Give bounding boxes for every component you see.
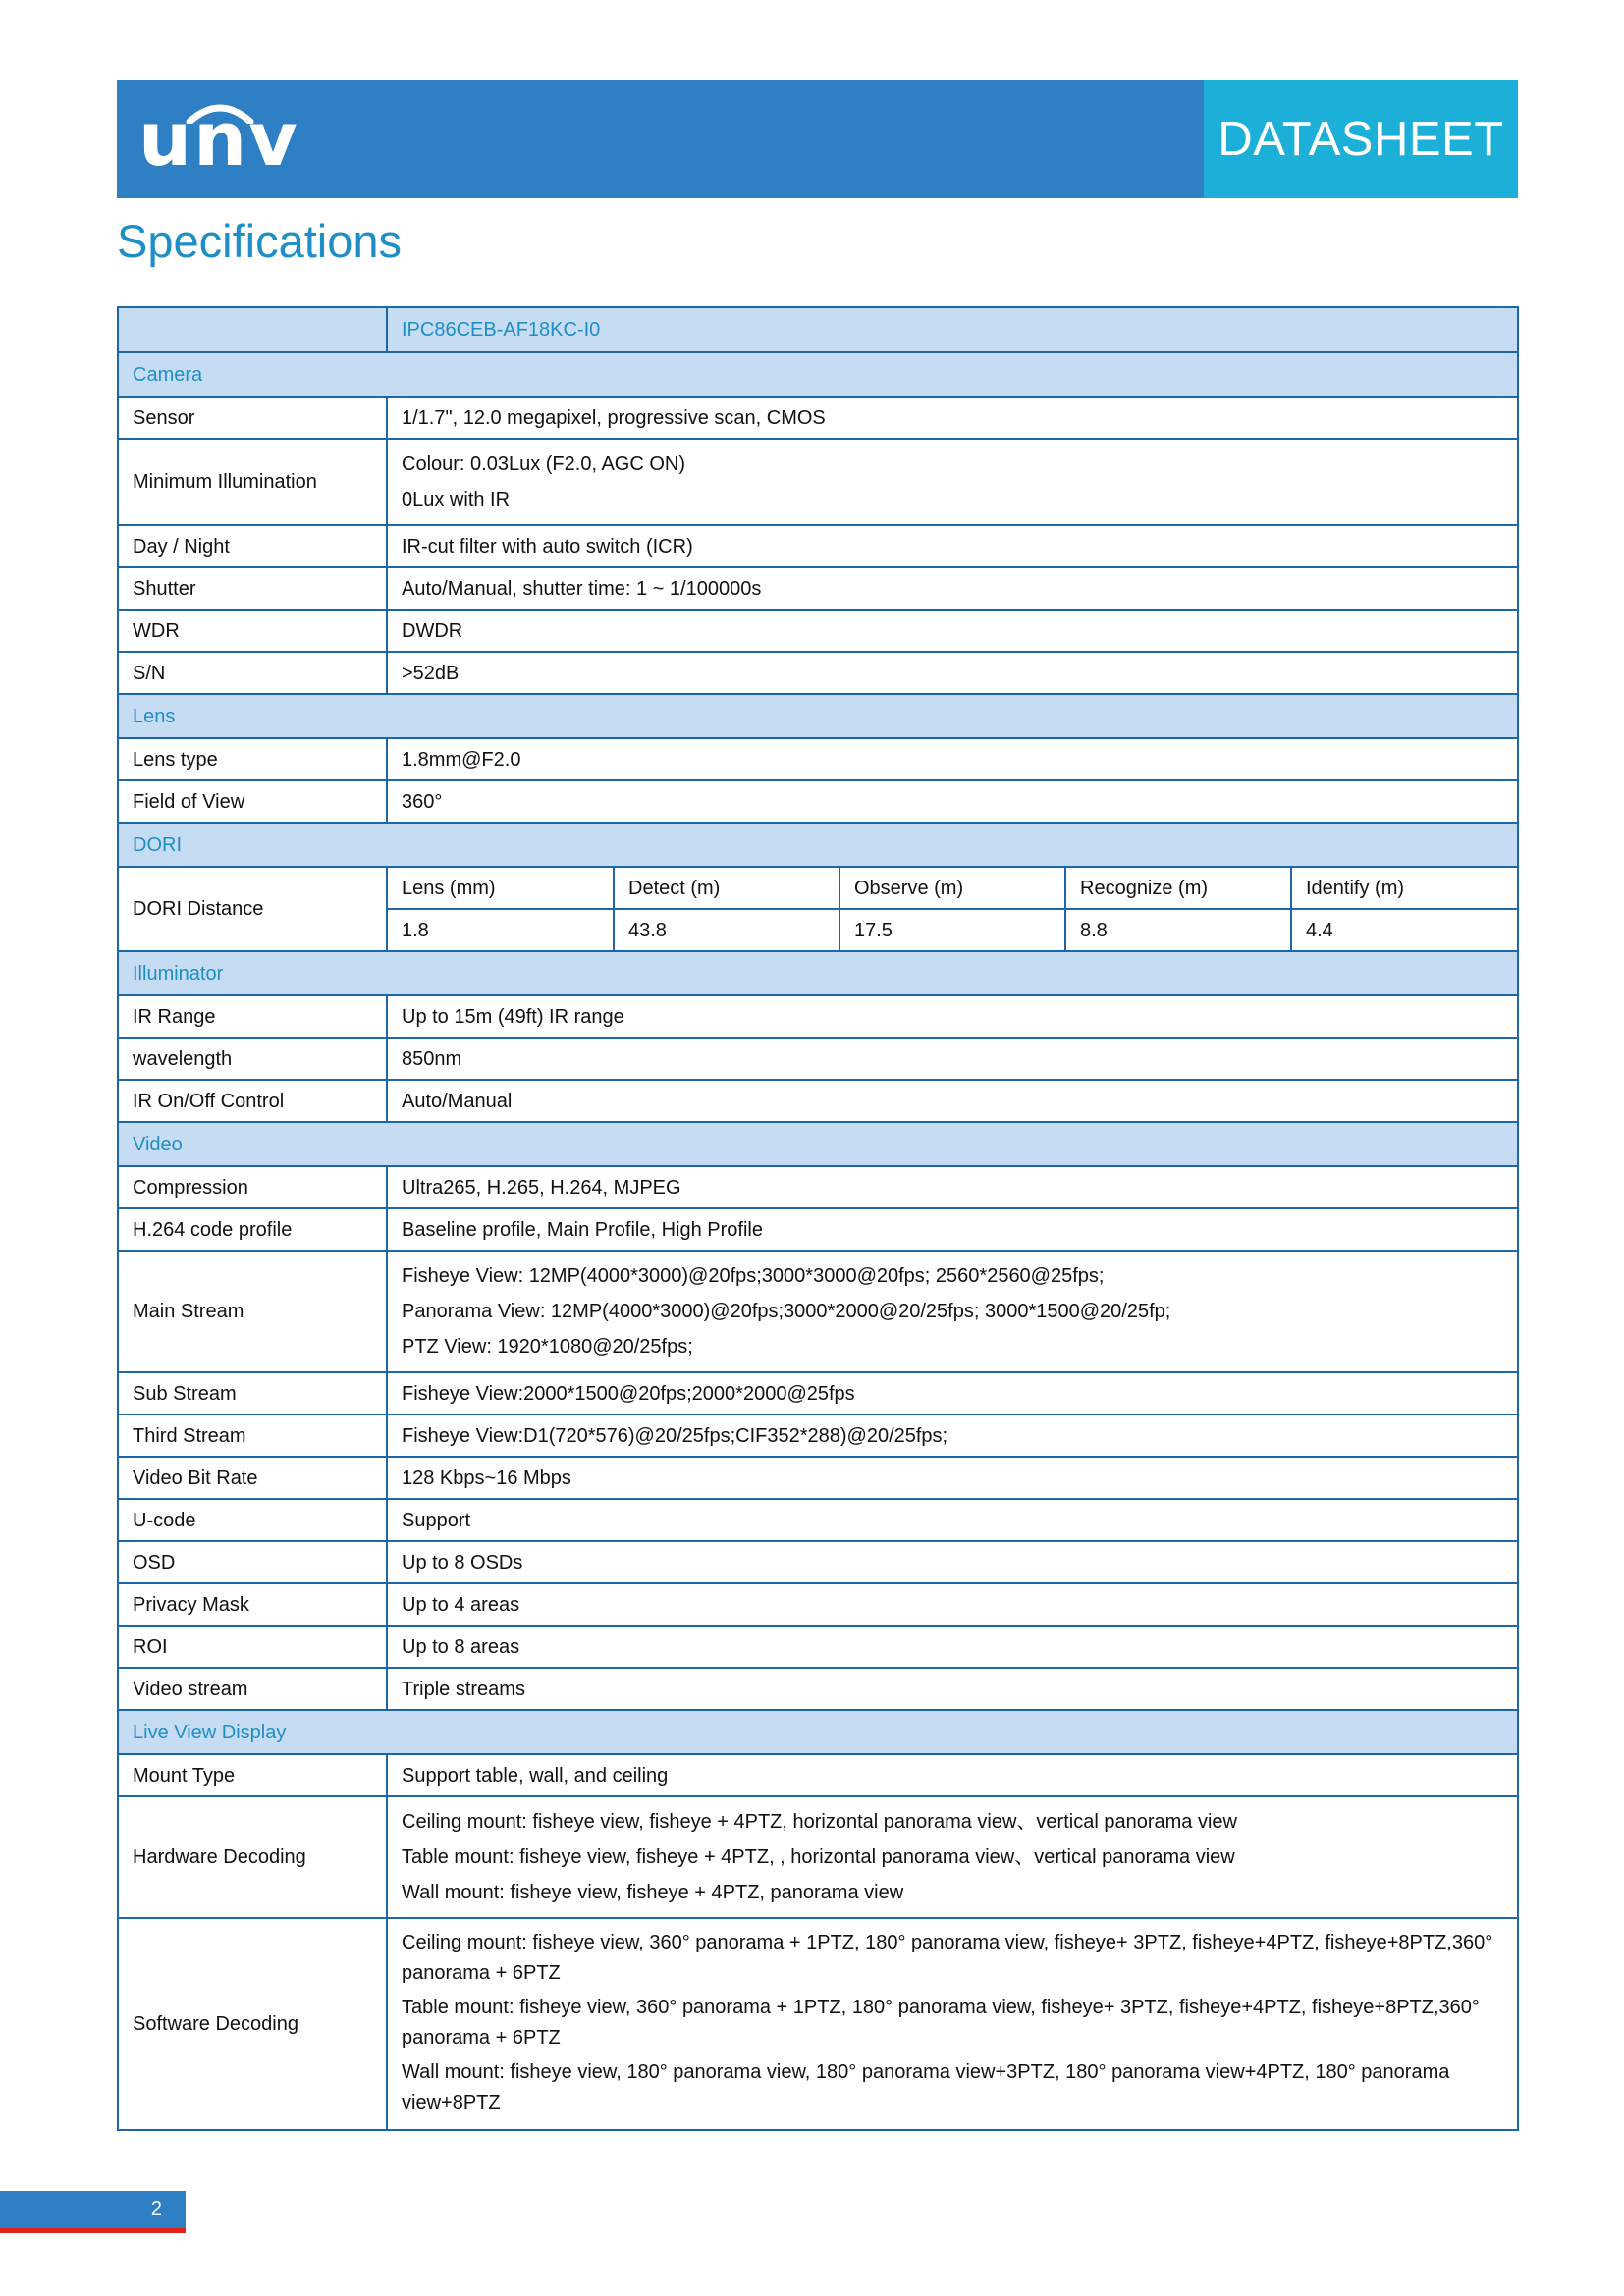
spec-label: Video stream (118, 1668, 387, 1710)
spec-value: Fisheye View:D1(720*576)@20/25fps;CIF352*288)@20/25fps; (387, 1415, 1518, 1457)
spec-value: Ultra265, H.265, H.264, MJPEG (387, 1166, 1518, 1208)
spec-label: Lens type (118, 738, 387, 780)
spec-value: Auto/Manual (387, 1080, 1518, 1122)
spec-value: 1.8mm@F2.0 (387, 738, 1518, 780)
spec-label: Day / Night (118, 525, 387, 567)
spec-value: Up to 8 OSDs (387, 1541, 1518, 1583)
spec-line: Wall mount: fisheye view, fisheye + 4PTZ, panorama view (402, 1882, 904, 1903)
table-row (118, 1626, 1518, 1668)
spec-value: 360° (387, 780, 1518, 823)
spec-value (387, 1796, 1518, 1918)
page-title: Specifications (117, 215, 402, 267)
table-row (118, 1499, 1518, 1541)
spec-label: Privacy Mask (118, 1583, 387, 1626)
dori-subtable-cell (387, 867, 1518, 951)
spec-line: 0Lux with IR (402, 489, 511, 510)
section-title: Illuminator (118, 951, 1518, 995)
table-row (118, 1668, 1518, 1710)
spec-label: DORI Distance (118, 867, 387, 951)
table-row (118, 1038, 1518, 1080)
model-name: IPC86CEB-AF18KC-I0 (387, 307, 1518, 352)
dori-value: 8.8 (1065, 909, 1291, 950)
spec-label: Compression (118, 1166, 387, 1208)
spec-label: Sub Stream (118, 1372, 387, 1415)
section-video (118, 1122, 1518, 1166)
spec-line: Ceiling mount: fisheye view, fisheye + 4PTZ, horizontal panorama view、vertical panorama view (402, 1811, 1237, 1833)
specifications-table (117, 306, 1519, 2131)
spec-label: Sensor (118, 397, 387, 439)
spec-value: 128 Kbps~16 Mbps (387, 1457, 1518, 1499)
dori-header: Identify (m) (1291, 868, 1517, 909)
dori-value: 43.8 (614, 909, 839, 950)
section-lens (118, 694, 1518, 738)
table-row (118, 1208, 1518, 1251)
section-title: Live View Display (118, 1710, 1518, 1754)
spec-label: Software Decoding (118, 1918, 387, 2130)
page-number: 2 (150, 2198, 162, 2219)
logo-text: unv (138, 95, 299, 183)
spec-value: Baseline profile, Main Profile, High Profile (387, 1208, 1518, 1251)
model-row (118, 307, 1518, 352)
table-row (118, 1583, 1518, 1626)
spec-value (387, 1918, 1518, 2130)
spec-label: OSD (118, 1541, 387, 1583)
spec-label: Field of View (118, 780, 387, 823)
table-row (118, 610, 1518, 652)
table-row (118, 1372, 1518, 1415)
spec-label: IR Range (118, 995, 387, 1038)
table-row (118, 1796, 1518, 1918)
spec-line: Ceiling mount: fisheye view, 360° panorama + 1PTZ, 180° panorama view, fisheye+ 3PTZ, fisheye+4PTZ, fisheye+8PTZ,360° panorama + 6PTZ (402, 1932, 1493, 1984)
dori-header: Observe (m) (839, 868, 1065, 909)
section-live-view (118, 1710, 1518, 1754)
logo-arc-icon (186, 100, 254, 124)
dori-value: 17.5 (839, 909, 1065, 950)
table-row (118, 652, 1518, 694)
spec-value (387, 439, 1518, 525)
spec-label: wavelength (118, 1038, 387, 1080)
footer-page-bar (0, 2191, 186, 2228)
table-row (118, 738, 1518, 780)
dori-header: Detect (m) (614, 868, 839, 909)
spec-value: Support table, wall, and ceiling (387, 1754, 1518, 1796)
dori-value-row (388, 909, 1517, 950)
section-title: DORI (118, 823, 1518, 867)
spec-value: Fisheye View:2000*1500@20fps;2000*2000@25fps (387, 1372, 1518, 1415)
section-title: Camera (118, 352, 1518, 397)
spec-value: 850nm (387, 1038, 1518, 1080)
spec-label: S/N (118, 652, 387, 694)
spec-value: Auto/Manual, shutter time: 1 ~ 1/100000s (387, 567, 1518, 610)
spec-value: 1/1.7", 12.0 megapixel, progressive scan, CMOS (387, 397, 1518, 439)
table-row (118, 1754, 1518, 1796)
spec-label: Shutter (118, 567, 387, 610)
spec-label: Video Bit Rate (118, 1457, 387, 1499)
spec-value: >52dB (387, 652, 1518, 694)
spec-line: Wall mount: fisheye view, 180° panorama view, 180° panorama view+3PTZ, 180° panorama view+4PTZ, 180° panorama view+8PTZ (402, 2061, 1450, 2113)
spec-line: PTZ View: 1920*1080@20/25fps; (402, 1336, 693, 1358)
spec-line: Colour: 0.03Lux (F2.0, AGC ON) (402, 454, 686, 475)
spec-value: Triple streams (387, 1668, 1518, 1710)
datasheet-header (117, 80, 1518, 198)
spec-label: U-code (118, 1499, 387, 1541)
spec-value: DWDR (387, 610, 1518, 652)
spec-value: Up to 15m (49ft) IR range (387, 995, 1518, 1038)
section-title: Video (118, 1122, 1518, 1166)
spec-line: Fisheye View: 12MP(4000*3000)@20fps;3000*3000@20fps; 2560*2560@25fps; (402, 1265, 1105, 1287)
spec-label: Mount Type (118, 1754, 387, 1796)
dori-value: 4.4 (1291, 909, 1517, 950)
spec-value: Support (387, 1499, 1518, 1541)
table-row (118, 1251, 1518, 1372)
spec-value (387, 1251, 1518, 1372)
table-row (118, 867, 1518, 951)
dori-subtable (388, 868, 1517, 950)
spec-value: Up to 8 areas (387, 1626, 1518, 1668)
section-title: Lens (118, 694, 1518, 738)
table-row (118, 567, 1518, 610)
table-row (118, 995, 1518, 1038)
footer-red-stripe (0, 2228, 186, 2233)
section-camera (118, 352, 1518, 397)
spec-label: ROI (118, 1626, 387, 1668)
spec-line: Table mount: fisheye view, 360° panorama + 1PTZ, 180° panorama view, fisheye+ 3PTZ, fisheye+4PTZ, fisheye+8PTZ,360° panorama + 6PTZ (402, 1997, 1480, 2049)
spec-line: Panorama View: 12MP(4000*3000)@20fps;3000*2000@20/25fps; 3000*1500@20/25fp; (402, 1301, 1171, 1322)
section-dori (118, 823, 1518, 867)
table-row (118, 525, 1518, 567)
table-row (118, 439, 1518, 525)
table-row (118, 780, 1518, 823)
dori-header-row (388, 868, 1517, 909)
table-row (118, 1080, 1518, 1122)
table-row (118, 1166, 1518, 1208)
table-row (118, 1415, 1518, 1457)
spec-label: Hardware Decoding (118, 1796, 387, 1918)
spec-value: Up to 4 areas (387, 1583, 1518, 1626)
spec-value: IR-cut filter with auto switch (ICR) (387, 525, 1518, 567)
table-row (118, 1541, 1518, 1583)
spec-label: Main Stream (118, 1251, 387, 1372)
table-row (118, 397, 1518, 439)
dori-header: Lens (mm) (388, 868, 614, 909)
datasheet-badge: DATASHEET (1204, 80, 1518, 198)
section-illuminator (118, 951, 1518, 995)
dori-value: 1.8 (388, 909, 614, 950)
spec-label: Minimum Illumination (118, 439, 387, 525)
table-row (118, 1457, 1518, 1499)
spec-label: WDR (118, 610, 387, 652)
table-row (118, 1918, 1518, 2130)
spec-line: Table mount: fisheye view, fisheye + 4PTZ, , horizontal panorama view、vertical panorama view (402, 1846, 1235, 1868)
spec-label: Third Stream (118, 1415, 387, 1457)
spec-label: IR On/Off Control (118, 1080, 387, 1122)
spec-label: H.264 code profile (118, 1208, 387, 1251)
dori-header: Recognize (m) (1065, 868, 1291, 909)
